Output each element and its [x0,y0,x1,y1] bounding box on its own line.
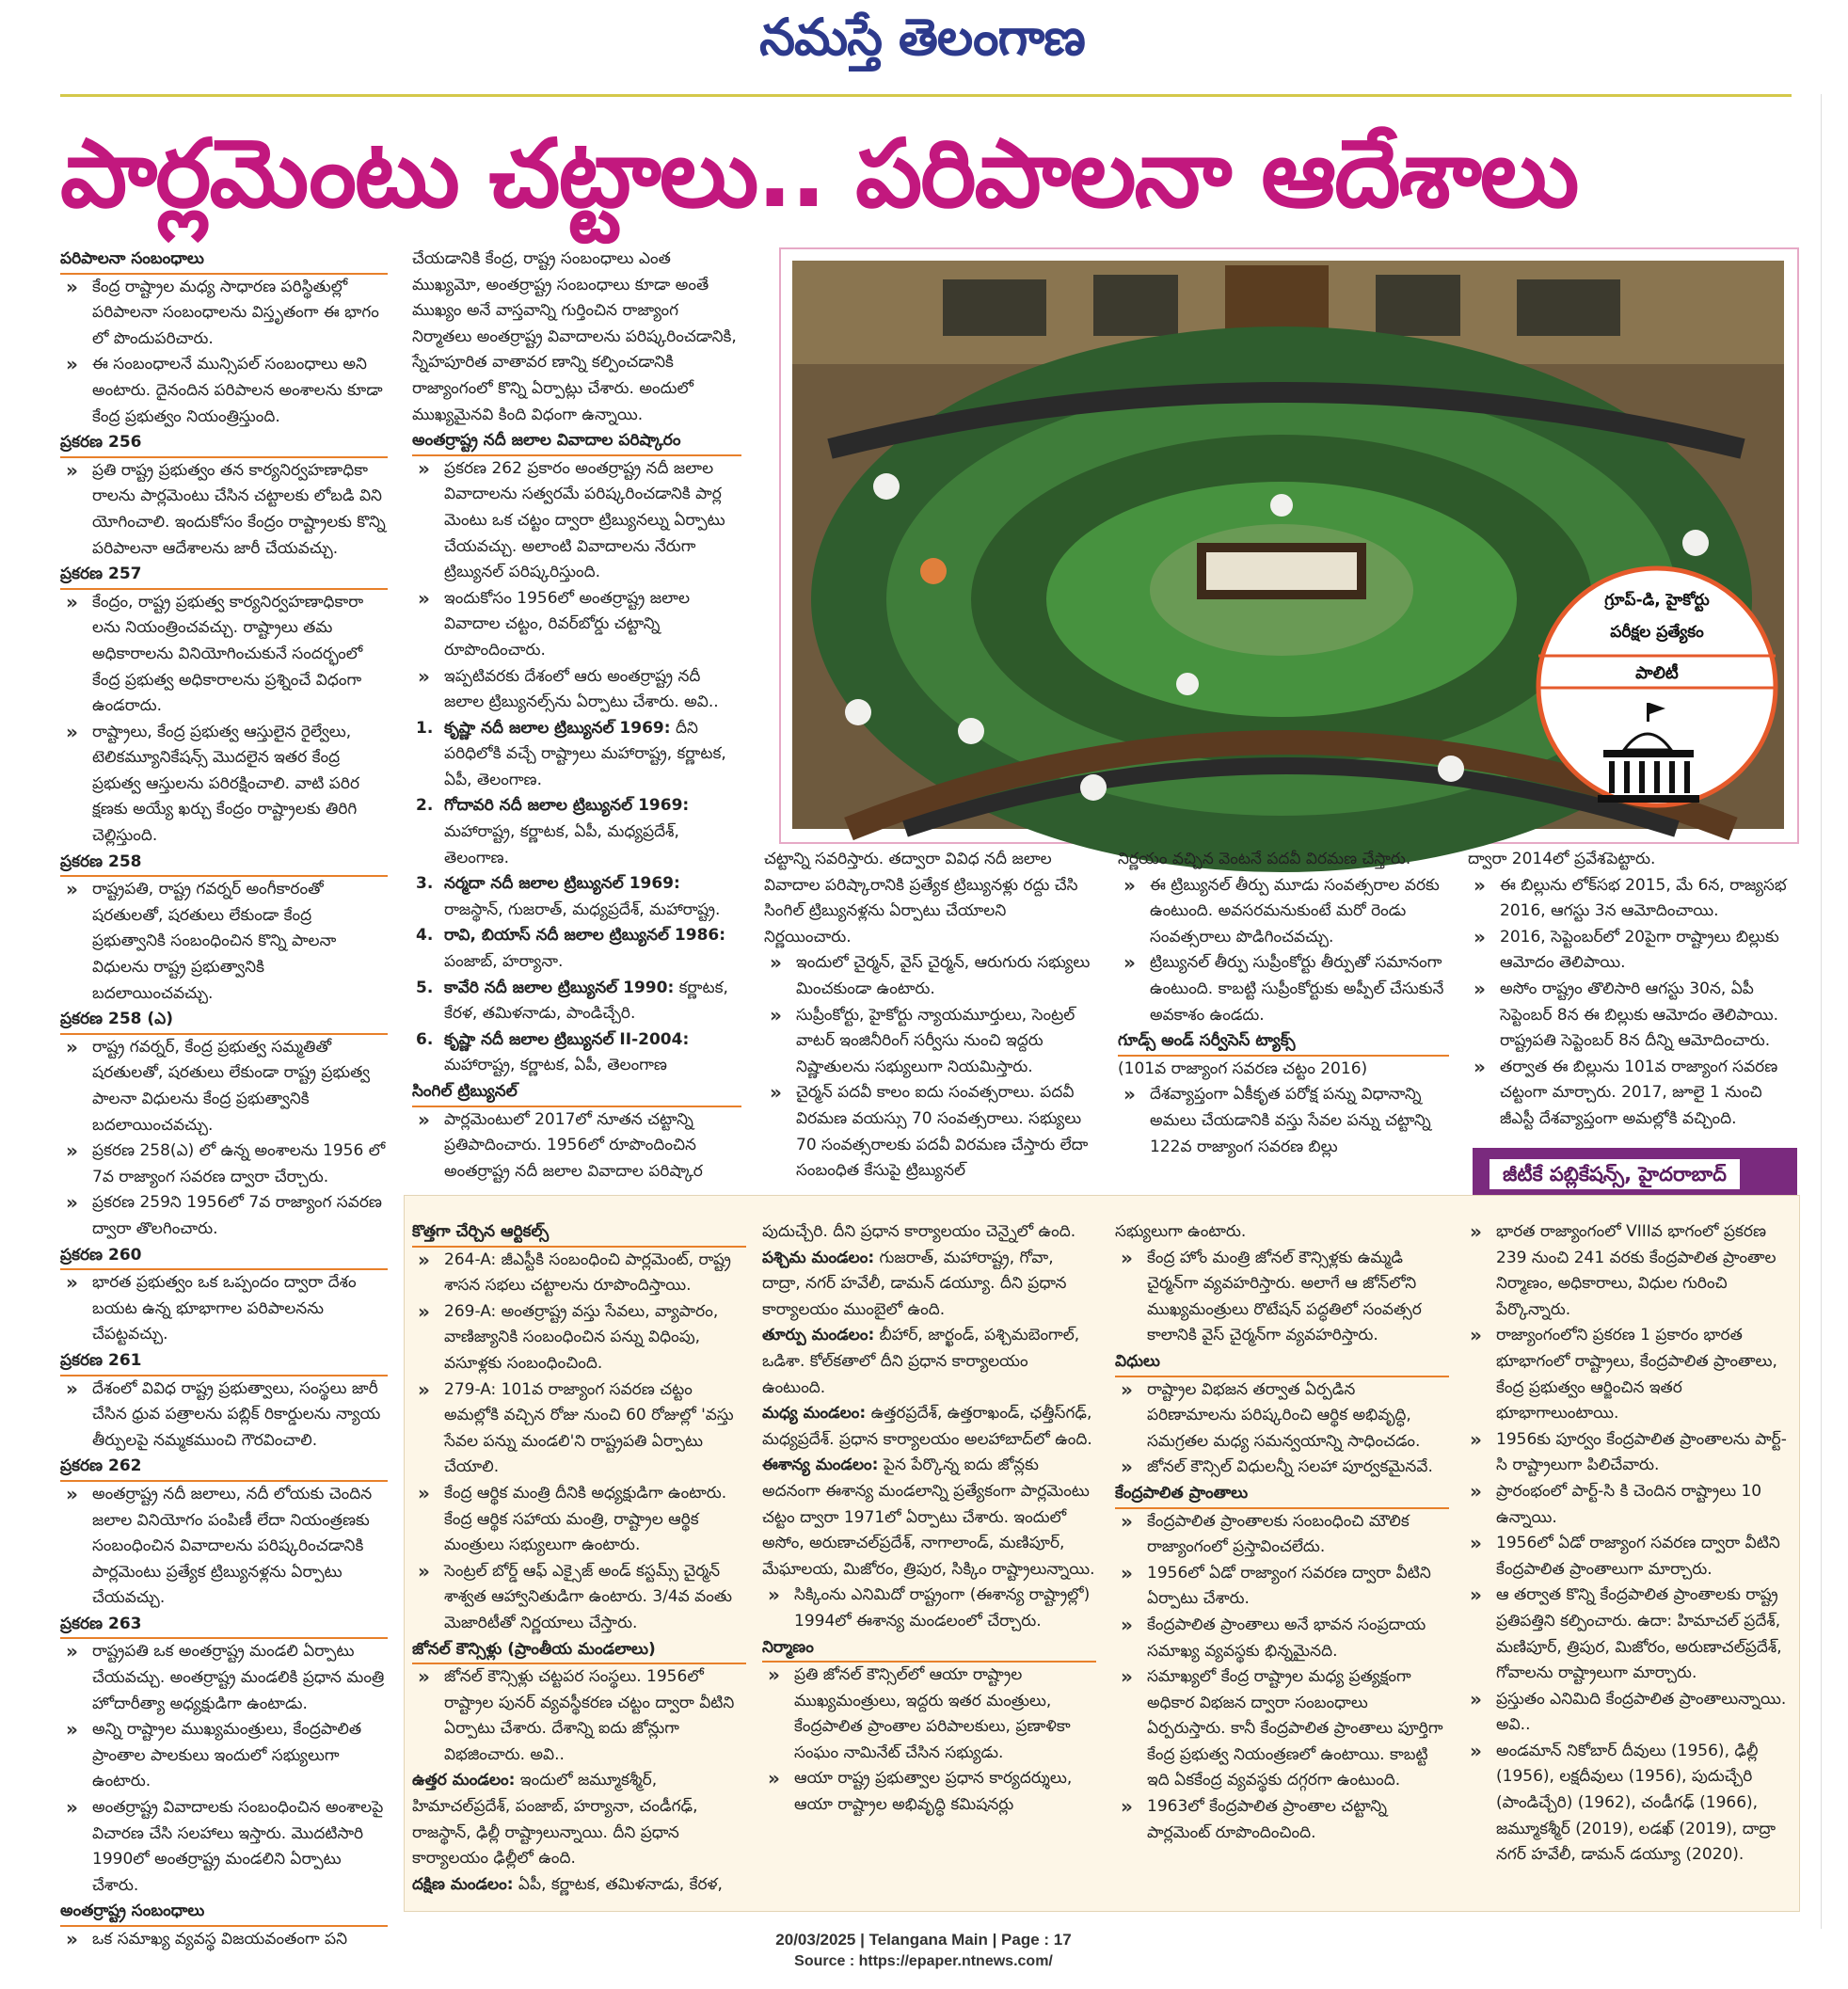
item-number: 6. [416,1029,434,1049]
paragraph-text: ఇందులో జమ్మూకశ్మీర్, హిమాచల్‌ప్రదేశ్, పంజాబ్, హర్యానా, చండీగఢ్, రాజస్థాన్, ఢిల్లీ రాష్ట్రాలున్నాయి. దీని ప్రధాన కార్యాలయం ఢిల్లీలో ఉంది. [412,1771,698,1869]
section-heading: పరిపాలనా సంబంధాలు [60,247,388,275]
bullet-item: » అంతర్రాష్ట్ర నదీ జలాలు, నదీ లోయకు చెందిన జలాల వినియోగం పంపిణీ లేదా నియంత్రణకు సంబంధించిన వివాదాలను పరిష్కరించడానికి పార్లమెంటు ప్రత్యేక ట్రిబ్యునళ్లను ఏర్పాటు చేయవచ్చు. [60,1482,388,1612]
bullet-item: » అంతర్రాష్ట్ర వివాదాలకు సంబంధించిన అంశాలపై విచారణ చేసి సలహాలు ఇస్తారు. మొదటిసారి 1990లో అంతర్రాష్ట్ర మండలిని ఏర్పాటు చేశారు. [60,1795,388,1899]
bullet-item: » జోనల్ కౌన్సిళ్లు చట్టపర సంస్థలు. 1956లో రాష్ట్రాల పునర్ వ్యవస్థీకరణ చట్టం ద్వారా వీటిని ఏర్పాటు చేశారు. దేశాన్ని ఐదు జోన్లుగా విభజించారు. అవి.. [412,1664,746,1768]
column-3 [764,847,1097,1190]
bullet-item: » భారత ప్రభుత్వం ఒక ఒప్పందం ద్వారా దేశం బయట ఉన్న భూభాగాల పరిపాలనను చేపట్టవచ్చు. [60,1270,388,1348]
bullet-item: » ఈ బిల్లును లోక్‌సభ 2015, మే 6న, రాజ్యసభ 2016, ఆగస్టు 3న ఆమోదించాయి. [1468,873,1797,925]
paragraph: సభ్యులుగా ఉంటారు. [1115,1222,1247,1241]
bullet-item: » ప్రతి జోనల్ కౌన్సిల్‌లో ఆయా రాష్ట్రాల ముఖ్యమంత్రులు, ఇద్దరు ఇతర మంత్రులు, కేంద్రపాలిత ప్రాంతాల పరిపాలకులు, ప్రణాళికా సంఘం నామినేట్ చేసిన సభ్యుడు. [762,1663,1096,1766]
item-text: దీని పరిధిలోకి వచ్చే రాష్ట్రాలు మహారాష్ట్ర, కర్ణాటక, ఏపీ, తెలంగాణ. [444,718,726,789]
bullet-item: » ఇప్పటివరకు దేశంలో ఆరు అంతర్రాష్ట్ర నదీ జలాల ట్రిబ్యునల్స్‌ను ఏర్పాటు చేశారు. అవి.. [412,664,741,716]
bullet-item: » 279-A: 101వ రాజ్యాంగ సవరణ చట్టం అమల్లోకి వచ్చిన రోజు నుంచి 60 రోజుల్లో 'వస్తు సేవల పన్ను మండలి'ని రాష్ట్రపతి ఏర్పాటు చేయాలి. [412,1377,746,1481]
bullet-item: » అసోం రాష్ట్రం తొలిసారి ఆగస్టు 30న, ఏపీ సెప్టెంబర్ 8న ఈ బిల్లుకు ఆమోదం తెలిపాయి. రాష్ట్రపతి సెప్టెంబర్ 8న దీన్ని ఆమోదించారు. [1468,977,1797,1055]
bullet-item: » ప్రకరణ 259ని 1956లో 7వ రాజ్యాంగ సవరణ ద్వారా తొలగించారు. [60,1190,388,1242]
bullet-item: » ప్రతి రాష్ట్ర ప్రభుత్వం తన కార్యనిర్వహణాధికా రాలను పార్లమెంటు చేసిన చట్టాలకు లోబడి విని యోగించాలి. ఇందుకోసం కేంద్రం రాష్ట్రాలకు కొన్ని పరిపాలనా ఆదేశాలను జారీ చేయవచ్చు. [60,458,388,562]
bullet-item: » ఈ సంబంధాలనే మున్సిపల్ సంబంధాలు అని అంటారు. దైనందిన పరిపాలన అంశాలను కూడా కేంద్ర ప్రభుత్వం నియంత్రిస్తుంది. [60,352,388,430]
bullet-item: » కేంద్ర రాష్ట్రాల మధ్య సాధారణ పరిస్థితుల్లో పరిపాలనా సంబంధాలను విస్తృతంగా ఈ భాగం లో పొందుపరిచారు. [60,275,388,353]
item-text: మహారాష్ట్ర, కర్ణాటక, ఏపీ, మధ్యప్రదేశ్, తెలంగాణ. [444,822,679,867]
section-heading: అంతర్రాష్ట్ర నదీ జలాల వివాదాల పరిష్కారం [412,428,741,456]
badge-circle [1534,550,1780,823]
bullet-item: » ప్రకరణ 262 ప్రకారం అంతర్రాష్ట్ర నదీ జలాల వివాదాలను సత్వరమే పరిష్కరించడానికి పార్ల మెంటు ఒక చట్టం ద్వారా ట్రిబ్యునల్ను ఏర్పాటు చేయవచ్చు. అలాంటి వివాదాలను నేరుగా ట్రిబ్యునల్ పరిష్కరిస్తుంది. [412,456,741,586]
bullet-item: » తర్వాత ఈ బిల్లును 101వ రాజ్యాంగ సవరణ చట్టంగా మార్చారు. 2017, జూలై 1 నుంచి జీఎస్టీ దేశవ్యాప్తంగా అమల్లోకి వచ్చింది. [1468,1055,1797,1133]
item-heading: గోదావరి నదీ జలాల ట్రిబ్యునల్ 1969: [444,796,690,816]
paragraph-heading: ఉత్తర మండలం: [412,1771,516,1790]
item-heading: కృష్ణా నదీ జలాల ట్రిబ్యునల్ 1969: [444,718,671,738]
badge-subject: పాలిటీ [1635,663,1679,683]
headline: పార్లమెంటు చట్టాలు.. పరిపాలనా ఆదేశాలు [60,119,1578,229]
column-2 [412,247,741,1187]
bullet-item: » సిక్కింను ఎనిమిదో రాష్ట్రంగా (ఈశాన్య రాష్ట్రాల్లో) 1994లో ఈశాన్య మండలంలో చేర్చారు. [762,1583,1096,1634]
paragraph [412,1768,746,1871]
publisher-box [1473,1148,1797,1201]
bullet-item: » అండమాన్ నికోబార్ దీవులు (1956), ఢిల్లీ (1956), లక్షదీవులు (1956), పుదుచ్చేరి (పాండిచ్చేరి) (1962), చండీగఢ్ (1966), జమ్మూకశ్మీర్ (2019), లడఖ్ (2019), దాద్రా నగర్ హవేలీ, డామన్ డయ్యూ (2020). [1464,1739,1793,1869]
paragraph-text: ఉత్తరప్రదేశ్, ఉత్తరాఖండ్, ఛత్తీస్‌గఢ్, మధ్యప్రదేశ్. ప్రధాన కార్యాలయం అలహాబాద్‌లో ఉంది. [762,1404,1092,1449]
numbered-item [412,871,741,923]
numbered-item [412,716,741,794]
item-number: 5. [416,978,434,997]
bullet-item: » రాష్ట్ర గవర్నర్, కేంద్ర ప్రభుత్వ సమ్మతితో షరతులతో, షరతులు లేకుండా రాష్ట్ర ప్రభుత్వ పాలనా విధులను కేంద్ర ప్రభుత్వానికి బదలాయించవచ్చు. [60,1035,388,1138]
section-heading: విధులు [1115,1349,1449,1377]
paragraph-text: గుజరాత్, మహారాష్ట్ర, గోవా, దాద్రా, నగర్ హవేలీ, డామన్ డయ్యూ. దీని ప్రధాన కార్యాలయం ముంబైలో ఉంది. [762,1248,1067,1319]
item-text: రాజస్థాన్, గుజరాత్, మధ్యప్రదేశ్, మహారాష్ట్ర. [444,899,721,919]
section-heading: ప్రకరణ 263 [60,1612,388,1640]
badge-line1: గ్రూప్-డి, హైకోర్టు [1604,591,1710,610]
section-heading: జోనల్ కౌన్సిళ్లు (ప్రాంతీయ మండలాలు) [412,1637,746,1665]
bullet-item: » ఈ ట్రిబ్యునల్ తీర్పు మూడు సంవత్సరాల వరకు ఉంటుంది. అవసరమనుకుంటే మరో రెండు సంవత్సరాలు పొడిగించవచ్చు. [1118,873,1449,951]
paragraph [762,1246,1096,1324]
bullet-item: » భారత రాజ్యాంగంలో VIIIవ భాగంలో ప్రకరణ 239 నుంచి 241 వరకు కేంద్రపాలిత ప్రాంతాల నిర్మాణం, అధికారాలు, విధుల గురించి పేర్కొన్నారు. [1464,1219,1793,1323]
bullet-item: » 1963లో కేంద్రపాలిత ప్రాంతాల చట్టాన్ని పార్లమెంట్ రూపొందించింది. [1115,1794,1449,1846]
bullet-item: » ఇందుకోసం 1956లో అంతర్రాష్ట్ర జలాల వివాదాల చట్టం, రివర్‌బోర్డు చట్టాన్ని రూపొందించారు. [412,586,741,664]
exam-special-badge [1534,550,1780,823]
section-heading: ప్రకరణ 262 [60,1454,388,1482]
badge-line2: పరీక్షల ప్రత్యేకం [1610,623,1704,642]
paragraph-text: పైన పేర్కొన్న ఐదు జోన్లకు అదనంగా ఈశాన్య మండలాన్ని ప్రత్యేకంగా పార్లమెంటు చట్టం ద్వారా 1971లో ఏర్పాటు చేశారు. ఇందులో అసోం, అరుణాచల్‌ప్రదేశ్, నాగాలాండ్, మణిపూర్, మేఘాలయ, మిజోరం, త్రిపుర, సిక్కిం రాష్ట్రాలున్నాయి. [762,1456,1095,1579]
item-heading: నర్మదా నదీ జలాల ట్రిబ్యునల్ 1969: [444,874,680,894]
bullet-item: » రాష్ట్రపతి ఒక అంతర్రాష్ట్ర మండలి ఏర్పాటు చేయవచ్చు. అంతర్రాష్ట్ర మండలికి ప్రధాన మంత్రి హోదారీత్యా అధ్యక్షుడిగా ఉంటాడు. [60,1639,388,1717]
bullet-item: » సుప్రీంకోర్టు, హైకోర్టు న్యాయమూర్తులు, సెంట్రల్ వాటర్ ఇంజినీరింగ్ సర్వీసు నుంచి ఇద్దరు నిష్ణాతులను సభ్యులుగా నియమిస్తారు. [764,1003,1097,1081]
top-rule [60,94,1792,97]
item-number: 1. [416,718,434,738]
item-heading: కావేరి నదీ జలాల ట్రిబ్యునల్ 1990: [444,978,675,997]
paragraph-heading: మధ్య మండలం: [762,1404,867,1424]
numbered-item [412,793,741,871]
numbered-item [412,1027,741,1079]
paragraph-text: ఏపీ, కర్ణాటక, తమిళనాడు, కేరళ, [513,1874,723,1894]
column-1 [60,247,388,1949]
section-heading: అంతర్రాష్ట్ర సంబంధాలు [60,1899,388,1927]
footer-source: Source : https://epaper.ntnews.com/ [794,1953,1053,1969]
section-heading: ప్రకరణ 257 [60,562,388,590]
box-column-3 [1115,1219,1449,1911]
bullet-item: » దేశవ్యాప్తంగా ఏకీకృత పరోక్ష పన్ను విధానాన్ని అమలు చేయడానికి వస్తు సేవల పన్ను చట్టాన్ని 122వ రాజ్యాంగ సవరణ బిల్లు [1118,1082,1449,1160]
paragraph [762,1453,1096,1583]
section-heading: ప్రకరణ 258 (ఎ) [60,1007,388,1035]
bullet-item: » ఇందులో చైర్మన్, వైస్ చైర్మన్, ఆరుగురు సభ్యులు మించకుండా ఉంటారు. [764,950,1097,1002]
bullet-item: » 1956కు పూర్వం కేంద్రపాలిత ప్రాంతాలను పార్ట్-సి రాష్ట్రాలుగా పిలిచేవారు. [1464,1427,1793,1479]
paragraph-heading: పశ్చిమ మండలం: [762,1248,875,1267]
bullet-item: » కేంద్రపాలిత ప్రాంతాలకు సంబంధించి మౌలిక రాజ్యాంగంలో ప్రస్తావించలేదు. [1115,1509,1449,1561]
bullet-item: » కేంద్ర ఆర్థిక మంత్రి దీనికి అధ్యక్షుడిగా ఉంటారు. కేంద్ర ఆర్థిక సహాయ మంత్రి, రాష్ట్రాల ఆర్థిక మంత్రులు సభ్యులుగా ఉంటారు. [412,1481,746,1559]
bullet-item: » రాష్ట్రాల విభజన తర్వాత ఏర్పడిన పరిణామాలను పరిష్కరించి ఆర్థిక అభివృద్ధి, సమగ్రతల మధ్య సమన్వయాన్ని సాధించడం. [1115,1377,1449,1456]
bullet-item: » కేంద్రపాలిత ప్రాంతాలు అనే భావన సంప్రదాయ సమాఖ్య వ్యవస్థకు భిన్నమైనది. [1115,1613,1449,1664]
bullet-item: » ప్రకరణ 258(ఎ) లో ఉన్న అంశాలను 1956 లో 7వ రాజ్యాంగ సవరణ ద్వారా చేర్చారు. [60,1138,388,1190]
box-column-1 [412,1219,746,1911]
masthead-logo: నమస్తే తెలంగాణ [759,8,1085,67]
bullet-item: » 264-A: జీఎస్టీకి సంబంధించి పార్లమెంట్, రాష్ట్ర శాసన సభలు చట్టాలను రూపొందిస్తాయి. [412,1248,746,1299]
paragraph: (101వ రాజ్యాంగ సవరణ చట్టం 2016) [1118,1058,1368,1078]
item-number: 4. [416,926,434,946]
section-heading: ప్రకరణ 261 [60,1348,388,1376]
item-number: 3. [416,874,434,894]
paragraph [762,1401,1096,1453]
bullet-item: » 1956లో ఏడో రాజ్యాంగ సవరణ ద్వారా వీటిని ఏర్పాటు చేశారు. [1115,1561,1449,1613]
bullet-item: » పార్లమెంటులో 2017లో నూతన చట్టాన్ని ప్రతిపాదించారు. 1956లో రూపొందించిన అంతర్రాష్ట్ర నదీ జలాల వివాదాల పరిష్కార [412,1107,741,1185]
item-text: మహారాష్ట్ర, కర్ణాటక, ఏపీ, తెలంగాణ [444,1056,667,1075]
item-text: పంజాబ్, హర్యానా. [444,952,564,972]
item-number: 2. [416,796,434,816]
paragraph: పుదుచ్చేరి. దీని ప్రధాన కార్యాలయం చెన్నైలో ఉంది. [762,1222,1076,1241]
bullet-item: » 2016, సెప్టెంబర్‌లో 20పైగా రాష్ట్రాలు బిల్లుకు ఆమోదం తెలిపాయి. [1468,925,1797,977]
item-heading: కృష్ణా నదీ జలాల ట్రిబ్యునల్ II-2004: [444,1029,690,1049]
bullet-item: » సెంట్రల్ బోర్డ్ ఆఫ్ ఎక్సైజ్ అండ్ కస్టమ్స్ చైర్మన్ శాశ్వత ఆహ్వానితుడిగా ఉంటారు. 3/4వ వంతు మెజారిటీతో నిర్ణయాలు చేస్తారు. [412,1559,746,1637]
bullet-item: » రాష్ట్రపతి, రాష్ట్ర గవర్నర్ అంగీకారంతో షరతులతో, షరతులు లేకుండా కేంద్ర ప్రభుత్వానికి సంబంధించిన కొన్ని పాలనా విధులను రాష్ట్ర ప్రభుత్వానికి బదలాయించవచ్చు. [60,877,388,1007]
bullet-item: » కేంద్ర హోం మంత్రి జోనల్ కౌన్సిళ్లకు ఉమ్మడి చైర్మన్‌గా వ్యవహరిస్తారు. అలాగే ఆ జోన్‌లోని ముఖ్యమంత్రులు రొటేషన్ పద్ధతిలో సంవత్సర కాలానికి వైస్ చైర్మన్‌గా వ్యవహరిస్తారు. [1115,1246,1449,1349]
paragraph [762,1323,1096,1401]
bullet-item: » రాష్ట్రాలు, కేంద్ర ప్రభుత్వ ఆస్తులైన రైల్వేలు, టెలికమ్యూనికేషన్స్ మొదలైన ఇతర కేంద్ర ప్రభుత్వ ఆస్తులను పరిరక్షించాలి. వాటి పరిర క్షణకు అయ్యే ఖర్చు కేంద్రం రాష్ట్రాలకు తిరిగి చెల్లిస్తుంది. [60,720,388,850]
bullet-item: » దేశంలో వివిధ రాష్ట్ర ప్రభుత్వాలు, సంస్థలు జారీ చేసిన ధ్రువ పత్రాలను పబ్లిక్ రికార్డులను న్యాయ తీర్పులపై నమ్మకముంచి గౌరవించాలి. [60,1376,388,1455]
bullet-item: » జోనల్ కౌన్సిల్ విధులన్నీ సలహా పూర్వకమైనవే. [1115,1455,1449,1481]
publisher-name: జీటీకే పబ్లికేషన్స్, హైదరాబాద్ [1490,1159,1740,1189]
paragraph-heading: తూర్పు మండలం: [762,1326,875,1345]
section-heading: ప్రకరణ 258 [60,850,388,878]
section-heading: గూడ్స్ అండ్ సర్వీసెస్ ట్యాక్స్ [1118,1028,1449,1057]
bullet-item: » కేంద్రం, రాష్ట్ర ప్రభుత్వ కార్యనిర్వహణాధికారా లను నియంత్రించవచ్చు. రాష్ట్రాలు తమ అధికారాలను వినియోగించుకునే సందర్భంలో కేంద్ర ప్రభుత్వ అధికారాలను ప్రశ్నించే విధంగా ఉండరాదు. [60,590,388,720]
paragraph-heading: దక్షిణ మండలం: [412,1874,514,1894]
bullet-item: » అన్ని రాష్ట్రాల ముఖ్యమంత్రులు, కేంద్రపాలిత ప్రాంతాల పాలకులు ఇందులో సభ్యులుగా ఉంటారు. [60,1717,388,1795]
bullet-item: » రాజ్యాంగంలోని ప్రకరణ 1 ప్రకారం భారత భూభాగంలో రాష్ట్రాలు, కేంద్రపాలిత ప్రాంతాలు, కేంద్ర ప్రభుత్వం ఆర్జించిన ఇతర భూభాగాలుంటాయి. [1464,1323,1793,1426]
footer-date-page: 20/03/2025 | Telangana Main | Page : 17 [775,1931,1072,1949]
paragraph: నిర్ణయం వచ్చిన వెంటనే పదవీ విరమణ చేస్తారు. [1118,850,1411,868]
item-heading: రావి, బియాస్ నదీ జలాల ట్రిబ్యునల్ 1986: [444,926,726,946]
bullet-item: » ఆ తర్వాత కొన్ని కేంద్రపాలిత ప్రాంతాలకు రాష్ట్ర ప్రతిపత్తిని కల్పించారు. ఉదా: హిమాచల్ ప్రదేశ్, మణిపూర్, త్రిపుర, మిజోరం, అరుణాచల్‌ప్రదేశ్, గోవాలను రాష్ట్రాలుగా మార్చారు. [1464,1583,1793,1686]
adjacent-page-edge [1821,94,1848,1929]
column-4 [1118,847,1449,1190]
section-heading: సింగిల్ ట్రిబ్యునల్ [412,1079,741,1107]
bullet-item: » ప్రస్తుతం ఎనిమిది కేంద్రపాలిత ప్రాంతాలున్నాయి. అవి.. [1464,1687,1793,1739]
numbered-item [412,976,741,1027]
bullet-item: » ప్రారంభంలో పార్ట్-సి కి చెందిన రాష్ట్రాలు 10 ఉన్నాయి. [1464,1479,1793,1531]
bullet-item: » ట్రిబ్యునల్ తీర్పు సుప్రీంకోర్టు తీర్పుతో సమానంగా ఉంటుంది. కాబట్టి సుప్రీంకోర్టుకు అప్పీల్ చేసుకునే అవకాశం ఉండదు. [1118,950,1449,1028]
paragraph: ద్వారా 2014లో ప్రవేశపెట్టారు. [1468,850,1656,868]
item-text: కర్ణాటక, కేరళ, తమిళనాడు, పాండిచ్చేరి. [444,978,728,1024]
section-heading: ప్రకరణ 256 [60,430,388,458]
paragraph [412,1872,746,1899]
section-heading: కేంద్రపాలిత ప్రాంతాలు [1115,1481,1449,1509]
paragraph-text: బీహార్, జార్ఖండ్, పశ్చిమబెంగాల్, ఒడిశా. కోల్‌కతాలో దీని ప్రధాన కార్యాలయం ఉంటుంది. [762,1326,1080,1397]
box-column-2 [762,1219,1096,1911]
paragraph: చట్టాన్ని సవరిస్తారు. తద్వారా వివిధ నదీ జలాల వివాదాల పరిష్కారానికి ప్రత్యేక ట్రిబ్యునళ్లు రద్దు చేసి సింగిల్ ట్రిబ్యునళ్లను ఏర్పాటు చేయాలని నిర్ణయించారు. [764,850,1078,947]
box-column-4 [1464,1219,1793,1911]
section-heading: నిర్మాణం [762,1635,1096,1663]
column-5 [1468,847,1797,1146]
bullet-item: » 269-A: అంతర్రాష్ట్ర వస్తు సేవలు, వ్యాపారం, వాణిజ్యానికి సంబంధించిన పన్ను విధింపు, వసూళ్లకు సంబంధించింది. [412,1299,746,1377]
section-heading: ప్రకరణ 260 [60,1243,388,1271]
paragraph: చేయడానికి కేంద్ర, రాష్ట్ర సంబంధాలు ఎంత ముఖ్యమో, అంతర్రాష్ట్ర సంబంధాలు కూడా అంతే ముఖ్యం అనే వాస్తవాన్ని గుర్తించిన రాజ్యాంగ నిర్మాతలు అంతర్రాష్ట్ర వివాదాలను పరిష్కరించడానికి, స్నేహపూరిత వాతావర ణాన్ని కల్పించడానికి రాజ్యాంగంలో కొన్ని ఏర్పాట్లు చేశారు. అందులో ముఖ్యమైనవి కింది విధంగా ఉన్నాయి. [412,249,737,424]
bullet-item: » సమాఖ్యలో కేంద్ర రాష్ట్రాల మధ్య ప్రత్యక్షంగా అధికార విభజన ద్వారా సంబంధాలు ఏర్పరుస్తారు. కానీ కేంద్రపాలిత ప్రాంతాలు పూర్తిగా కేంద్ర ప్రభుత్వ నియంత్రణలో ఉంటాయి. కాబట్టి ఇది ఏకకేంద్ర వ్యవస్థకు దగ్గరగా ఉంటుంది. [1115,1664,1449,1794]
bullet-item: » ఒక సమాఖ్య వ్యవస్థ విజయవంతంగా పని [60,1927,388,1953]
bullet-item: » 1956లో ఏడో రాజ్యాంగ సవరణ ద్వారా వీటిని కేంద్రపాలిత ప్రాంతాలుగా మార్చారు. [1464,1531,1793,1583]
bullet-item: » చైర్మన్ పదవీ కాలం ఐదు సంవత్సరాలు. పదవీ విరమణ వయస్సు 70 సంవత్సరాలు. సభ్యులు 70 సంవత్సరాలకు పదవీ విరమణ చేస్తారు లేదా సంబంధిత కేసుపై ట్రిబ్యునల్ [764,1080,1097,1184]
numbered-item [412,923,741,975]
section-heading: కొత్తగా చేర్చిన ఆర్టికల్స్ [412,1219,746,1248]
paragraph-heading: ఈశాన్య మండలం: [762,1456,879,1475]
bullet-item: » ఆయా రాష్ట్ర ప్రభుత్వాల ప్రధాన కార్యదర్శులు, ఆయా రాష్ట్రాల అభివృద్ధి కమిషనర్లు [762,1766,1096,1818]
